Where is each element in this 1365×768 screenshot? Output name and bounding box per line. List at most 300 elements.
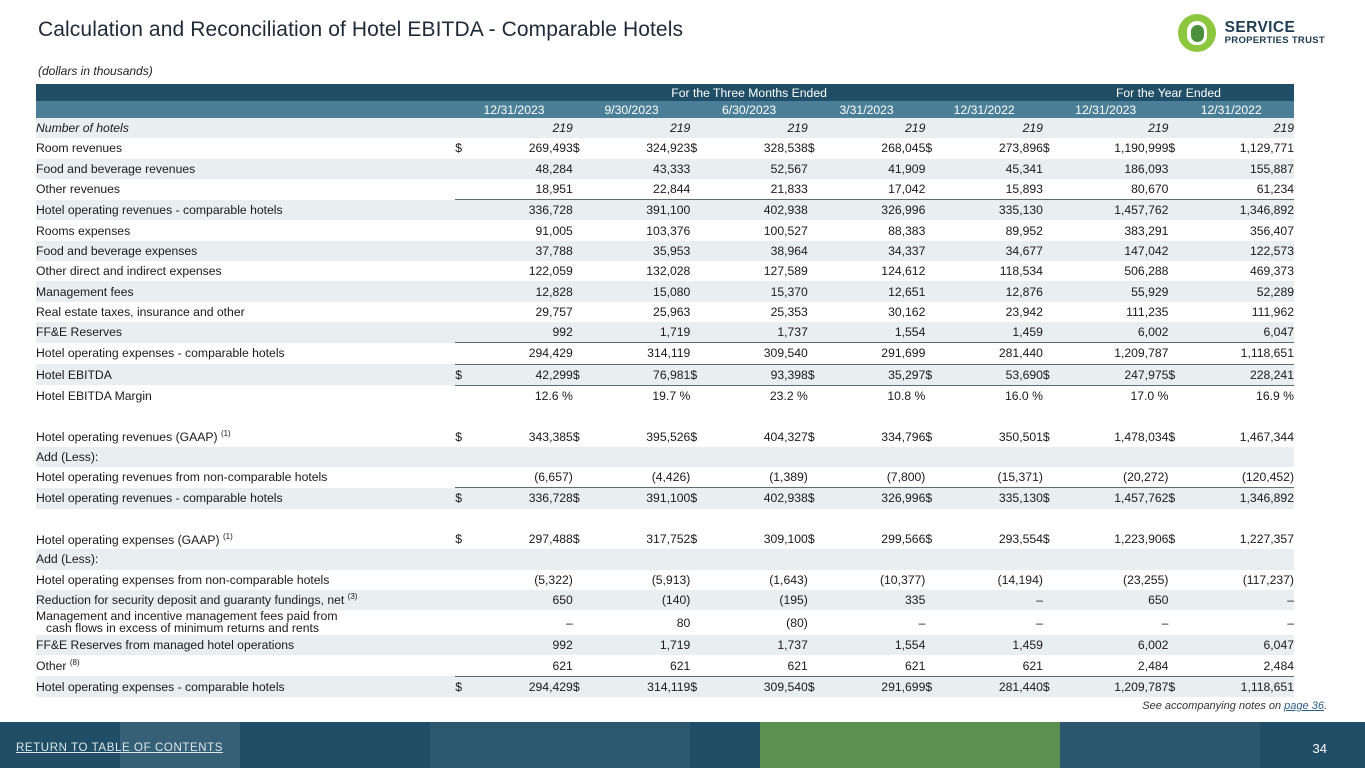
currency-symbol xyxy=(808,549,821,569)
currency-symbol xyxy=(1168,610,1181,635)
currency-symbol xyxy=(1043,385,1056,406)
row-label: Other direct and indirect expenses xyxy=(36,261,455,281)
table-cell: 1,129,771 xyxy=(1181,138,1294,158)
table-cell: 80,670 xyxy=(1056,179,1169,200)
table-cell: 219 xyxy=(468,118,573,138)
table-row xyxy=(36,200,1294,221)
currency-symbol xyxy=(1168,159,1181,179)
notes-text: See accompanying notes on xyxy=(1142,700,1285,712)
currency-symbol xyxy=(1168,302,1181,322)
currency-symbol: $ xyxy=(808,676,821,697)
currency-symbol xyxy=(690,281,703,301)
table-cell: (140) xyxy=(586,590,691,610)
table-cell: 621 xyxy=(586,655,691,676)
table-cell: 326,996 xyxy=(821,200,926,221)
currency-symbol: $ xyxy=(690,364,703,385)
table-row xyxy=(36,447,1294,467)
table-cell: 2,484 xyxy=(1181,655,1294,676)
currency-symbol xyxy=(455,241,468,261)
currency-symbol xyxy=(690,549,703,569)
currency-symbol xyxy=(808,385,821,406)
currency-symbol xyxy=(690,385,703,406)
currency-symbol: $ xyxy=(925,138,938,158)
currency-symbol: $ xyxy=(1168,364,1181,385)
table-row xyxy=(36,179,1294,200)
table-cell: 124,612 xyxy=(821,261,926,281)
currency-symbol: $ xyxy=(573,488,586,509)
currency-symbol xyxy=(690,200,703,221)
row-label: Hotel EBITDA Margin xyxy=(36,385,455,406)
currency-symbol: $ xyxy=(925,488,938,509)
group-header-year: For the Year Ended xyxy=(1043,84,1294,101)
table-cell xyxy=(586,549,691,569)
row-label: Hotel operating expenses from non-comparable hotels xyxy=(36,570,455,590)
table-cell xyxy=(1181,549,1294,569)
table-row xyxy=(36,322,1294,343)
table-column-header-row xyxy=(36,101,1294,118)
table-cell: 1,457,762 xyxy=(1056,488,1169,509)
currency-symbol xyxy=(690,322,703,343)
currency-symbol xyxy=(1168,570,1181,590)
table-cell: 269,493 xyxy=(468,138,573,158)
table-cell: 38,964 xyxy=(703,241,808,261)
table-cell: 37,788 xyxy=(468,241,573,261)
table-cell: 12,876 xyxy=(938,281,1043,301)
row-label: FF&E Reserves xyxy=(36,322,455,343)
currency-symbol xyxy=(455,610,468,635)
currency-symbol xyxy=(573,281,586,301)
row-label: Room revenues xyxy=(36,138,455,158)
currency-symbol: $ xyxy=(925,364,938,385)
currency-symbol xyxy=(925,322,938,343)
currency-symbol xyxy=(808,118,821,138)
table-cell: 19.7 % xyxy=(586,385,691,406)
table-row xyxy=(36,138,1294,158)
spacer-cell xyxy=(36,509,1294,529)
currency-symbol xyxy=(1043,655,1056,676)
table-cell: (14,194) xyxy=(938,570,1043,590)
table-cell: 132,028 xyxy=(586,261,691,281)
currency-symbol xyxy=(690,118,703,138)
table-cell: 291,699 xyxy=(821,343,926,364)
table-row xyxy=(36,343,1294,364)
table-cell: 650 xyxy=(468,590,573,610)
table-cell: 219 xyxy=(703,118,808,138)
table-cell: 1,118,651 xyxy=(1181,676,1294,697)
currency-symbol xyxy=(573,302,586,322)
currency-symbol xyxy=(808,635,821,655)
table-cell: 2,484 xyxy=(1056,655,1169,676)
column-header-0: 12/31/2023 xyxy=(455,101,573,118)
table-header xyxy=(36,84,1294,118)
currency-symbol xyxy=(573,635,586,655)
table-cell: – xyxy=(821,610,926,635)
currency-symbol: $ xyxy=(573,138,586,158)
table-cell: 6,047 xyxy=(1181,322,1294,343)
table-cell: 118,534 xyxy=(938,261,1043,281)
currency-symbol xyxy=(455,261,468,281)
currency-symbol xyxy=(455,570,468,590)
row-label: Hotel operating expenses - comparable hotels xyxy=(36,676,455,697)
table-cell: 1,227,357 xyxy=(1181,529,1294,549)
currency-symbol xyxy=(573,241,586,261)
table-cell: 17.0 % xyxy=(1056,385,1169,406)
table-cell: 17,042 xyxy=(821,179,926,200)
notes-page-link[interactable]: page 36 xyxy=(1284,700,1324,712)
table-cell: 23,942 xyxy=(938,302,1043,322)
currency-symbol xyxy=(925,281,938,301)
row-label: Hotel operating expenses - comparable hotels xyxy=(36,343,455,364)
currency-symbol xyxy=(808,467,821,488)
table-cell: 281,440 xyxy=(938,343,1043,364)
table-cell: 309,540 xyxy=(703,343,808,364)
table-cell: 122,059 xyxy=(468,261,573,281)
currency-symbol xyxy=(573,179,586,200)
currency-symbol: $ xyxy=(455,529,468,549)
table-cell xyxy=(821,549,926,569)
currency-symbol xyxy=(808,302,821,322)
currency-symbol xyxy=(808,200,821,221)
row-label: Hotel EBITDA xyxy=(36,364,455,385)
table-cell: 294,429 xyxy=(468,676,573,697)
currency-symbol: $ xyxy=(925,676,938,697)
currency-symbol: $ xyxy=(690,426,703,446)
currency-symbol xyxy=(925,343,938,364)
logo-line-2: PROPERTIES TRUST xyxy=(1224,35,1325,47)
table-cell xyxy=(1181,447,1294,467)
company-logo xyxy=(1178,14,1325,52)
table-row xyxy=(36,220,1294,240)
currency-symbol xyxy=(1168,655,1181,676)
currency-symbol xyxy=(573,655,586,676)
table-cell: 1,346,892 xyxy=(1181,200,1294,221)
currency-symbol xyxy=(690,655,703,676)
table-cell: 281,440 xyxy=(938,676,1043,697)
table-cell: 12,828 xyxy=(468,281,573,301)
table-cell: 42,299 xyxy=(468,364,573,385)
table-cell: 93,398 xyxy=(703,364,808,385)
logo-wordmark xyxy=(1225,20,1325,46)
table-cell: 621 xyxy=(938,655,1043,676)
currency-symbol xyxy=(455,590,468,610)
table-cell xyxy=(1056,549,1169,569)
currency-symbol xyxy=(925,447,938,467)
table-cell: 29,757 xyxy=(468,302,573,322)
table-cell: 53,690 xyxy=(938,364,1043,385)
row-label: Real estate taxes, insurance and other xyxy=(36,302,455,322)
table-cell: (117,237) xyxy=(1181,570,1294,590)
table-cell: 621 xyxy=(468,655,573,676)
table-cell: – xyxy=(1056,610,1169,635)
table-cell xyxy=(468,447,573,467)
row-label: Add (Less): xyxy=(36,447,455,467)
column-header-3: 3/31/2023 xyxy=(808,101,926,118)
table-cell: (5,322) xyxy=(468,570,573,590)
currency-symbol: $ xyxy=(455,138,468,158)
currency-symbol xyxy=(573,570,586,590)
table-cell: 76,981 xyxy=(586,364,691,385)
table-cell: 25,353 xyxy=(703,302,808,322)
table-cell: 111,962 xyxy=(1181,302,1294,322)
currency-symbol xyxy=(573,467,586,488)
table-cell: 324,923 xyxy=(586,138,691,158)
table-cell: 350,501 xyxy=(938,426,1043,446)
table-cell: 80 xyxy=(586,610,691,635)
table-row xyxy=(36,676,1294,697)
currency-symbol xyxy=(690,159,703,179)
currency-symbol xyxy=(808,343,821,364)
table-row xyxy=(36,281,1294,301)
table-cell: (195) xyxy=(703,590,808,610)
currency-symbol xyxy=(690,179,703,200)
table-cell: 1,719 xyxy=(586,635,691,655)
currency-symbol xyxy=(1168,635,1181,655)
table-cell: 402,938 xyxy=(703,488,808,509)
table-cell: 219 xyxy=(1181,118,1294,138)
accompanying-notes xyxy=(1142,700,1327,712)
table-cell: 1,209,787 xyxy=(1056,343,1169,364)
currency-symbol xyxy=(1043,261,1056,281)
currency-symbol xyxy=(1168,220,1181,240)
currency-symbol xyxy=(690,343,703,364)
table-cell: 52,567 xyxy=(703,159,808,179)
footer-decor-3 xyxy=(760,722,1060,768)
table-cell: – xyxy=(938,610,1043,635)
currency-symbol xyxy=(925,241,938,261)
table-cell: 621 xyxy=(821,655,926,676)
table-row xyxy=(36,467,1294,488)
table-cell: 297,488 xyxy=(468,529,573,549)
table-cell: 61,234 xyxy=(1181,179,1294,200)
table-cell xyxy=(938,549,1043,569)
table-cell: – xyxy=(1181,610,1294,635)
table-cell: (23,255) xyxy=(1056,570,1169,590)
currency-symbol: $ xyxy=(1168,138,1181,158)
currency-symbol xyxy=(455,385,468,406)
table-cell: 34,677 xyxy=(938,241,1043,261)
page-title: Calculation and Reconciliation of Hotel EBITDA - Comparable Hotels xyxy=(38,18,684,41)
currency-symbol xyxy=(808,281,821,301)
table-cell xyxy=(821,447,926,467)
table-cell: – xyxy=(938,590,1043,610)
table-row xyxy=(36,302,1294,322)
table-cell: (10,377) xyxy=(821,570,926,590)
table-cell: 1,459 xyxy=(938,635,1043,655)
currency-symbol xyxy=(925,549,938,569)
currency-symbol xyxy=(1168,241,1181,261)
table-cell: 147,042 xyxy=(1056,241,1169,261)
currency-symbol xyxy=(573,159,586,179)
table-spacer-row xyxy=(36,509,1294,529)
page-number: 34 xyxy=(1312,741,1327,756)
currency-symbol xyxy=(1168,281,1181,301)
table-cell xyxy=(703,447,808,467)
currency-symbol xyxy=(808,610,821,635)
group-header-three-months: For the Three Months Ended xyxy=(455,84,1043,101)
table-cell: (4,426) xyxy=(586,467,691,488)
table-row xyxy=(36,488,1294,509)
table-cell: 127,589 xyxy=(703,261,808,281)
currency-symbol xyxy=(573,549,586,569)
table-cell: 6,047 xyxy=(1181,635,1294,655)
table-cell: 268,045 xyxy=(821,138,926,158)
notes-suffix: . xyxy=(1323,700,1327,712)
table-cell: 356,407 xyxy=(1181,220,1294,240)
table-cell: 89,952 xyxy=(938,220,1043,240)
logo-mark-icon xyxy=(1178,14,1216,52)
table-row xyxy=(36,570,1294,590)
table-group-header-row xyxy=(36,84,1294,101)
table-cell: – xyxy=(1181,590,1294,610)
table-cell xyxy=(703,549,808,569)
table-cell: 391,100 xyxy=(586,200,691,221)
row-label: Management fees xyxy=(36,281,455,301)
table-cell: 12.6 % xyxy=(468,385,573,406)
table-cell: 309,100 xyxy=(703,529,808,549)
currency-symbol xyxy=(690,241,703,261)
currency-symbol xyxy=(1043,302,1056,322)
table-cell: 335 xyxy=(821,590,926,610)
table-cell: (1,389) xyxy=(703,467,808,488)
currency-symbol xyxy=(808,655,821,676)
currency-symbol xyxy=(925,610,938,635)
currency-symbol xyxy=(1043,343,1056,364)
currency-symbol xyxy=(925,590,938,610)
currency-symbol xyxy=(925,261,938,281)
currency-symbol xyxy=(1043,179,1056,200)
table-cell: 383,291 xyxy=(1056,220,1169,240)
table-cell: (80) xyxy=(703,610,808,635)
currency-symbol: $ xyxy=(573,676,586,697)
currency-symbol xyxy=(455,655,468,676)
table-cell: 506,288 xyxy=(1056,261,1169,281)
table-cell: 18,951 xyxy=(468,179,573,200)
table-cell: 1,719 xyxy=(586,322,691,343)
currency-symbol xyxy=(573,590,586,610)
currency-symbol xyxy=(573,200,586,221)
currency-symbol xyxy=(690,635,703,655)
table-cell: 10.8 % xyxy=(821,385,926,406)
table-row xyxy=(36,385,1294,406)
currency-symbol xyxy=(925,655,938,676)
row-label: Hotel operating revenues - comparable hotels xyxy=(36,488,455,509)
currency-symbol: $ xyxy=(1168,529,1181,549)
currency-symbol xyxy=(690,610,703,635)
currency-symbol xyxy=(690,302,703,322)
row-label: Other revenues xyxy=(36,179,455,200)
footer-decor-2 xyxy=(430,722,690,768)
table-cell: 1,737 xyxy=(703,322,808,343)
currency-symbol xyxy=(808,570,821,590)
currency-symbol xyxy=(808,322,821,343)
currency-symbol xyxy=(1043,610,1056,635)
table-cell: 328,538 xyxy=(703,138,808,158)
column-header-spacer xyxy=(36,101,455,118)
currency-symbol: $ xyxy=(1043,138,1056,158)
table-cell: 228,241 xyxy=(1181,364,1294,385)
table-cell: 6,002 xyxy=(1056,322,1169,343)
table-cell: 219 xyxy=(1056,118,1169,138)
column-header-4: 12/31/2022 xyxy=(925,101,1043,118)
currency-symbol xyxy=(1168,118,1181,138)
currency-symbol: $ xyxy=(690,488,703,509)
units-note: (dollars in thousands) xyxy=(38,64,153,78)
table-cell: 336,728 xyxy=(468,488,573,509)
table-row xyxy=(36,364,1294,385)
table-cell: 992 xyxy=(468,635,573,655)
table-row xyxy=(36,635,1294,655)
currency-symbol xyxy=(925,302,938,322)
table-row xyxy=(36,426,1294,446)
currency-symbol xyxy=(573,261,586,281)
currency-symbol xyxy=(925,159,938,179)
table-row xyxy=(36,610,1294,635)
currency-symbol xyxy=(808,241,821,261)
table-cell: 1,190,999 xyxy=(1056,138,1169,158)
row-label: Other $^{(8)}$ xyxy=(36,655,455,676)
table-body xyxy=(36,118,1294,697)
table-cell: 91,005 xyxy=(468,220,573,240)
table-cell: 25,963 xyxy=(586,302,691,322)
table-cell xyxy=(938,447,1043,467)
currency-symbol: $ xyxy=(1043,676,1056,697)
table-cell: 1,554 xyxy=(821,635,926,655)
currency-symbol xyxy=(1168,179,1181,200)
table-row xyxy=(36,118,1294,138)
table-row xyxy=(36,549,1294,569)
currency-symbol xyxy=(808,261,821,281)
row-label: Food and beverage expenses xyxy=(36,241,455,261)
currency-symbol xyxy=(1168,343,1181,364)
table-cell: (5,913) xyxy=(586,570,691,590)
table-cell: 155,887 xyxy=(1181,159,1294,179)
logo-line-1: SERVICE xyxy=(1224,18,1296,36)
table-cell: 391,100 xyxy=(586,488,691,509)
currency-symbol: $ xyxy=(925,529,938,549)
table-cell: 45,341 xyxy=(938,159,1043,179)
currency-symbol xyxy=(808,590,821,610)
table-cell: 23.2 % xyxy=(703,385,808,406)
currency-symbol xyxy=(455,159,468,179)
currency-symbol xyxy=(925,385,938,406)
table-cell: 335,130 xyxy=(938,488,1043,509)
table-cell: 1,457,762 xyxy=(1056,200,1169,221)
currency-symbol xyxy=(808,159,821,179)
table-cell: 469,373 xyxy=(1181,261,1294,281)
table-cell: 992 xyxy=(468,322,573,343)
currency-symbol xyxy=(1043,241,1056,261)
currency-symbol xyxy=(925,220,938,240)
currency-symbol: $ xyxy=(690,529,703,549)
footer-decor-4 xyxy=(1060,722,1260,768)
currency-symbol xyxy=(690,570,703,590)
table-cell: 21,833 xyxy=(703,179,808,200)
currency-symbol: $ xyxy=(808,138,821,158)
currency-symbol xyxy=(573,343,586,364)
return-to-toc-link[interactable]: RETURN TO TABLE OF CONTENTS xyxy=(16,742,224,754)
table-row xyxy=(36,590,1294,610)
currency-symbol xyxy=(925,200,938,221)
table-cell: 334,796 xyxy=(821,426,926,446)
currency-symbol xyxy=(1043,549,1056,569)
currency-symbol xyxy=(690,261,703,281)
table-cell: 111,235 xyxy=(1056,302,1169,322)
financial-table xyxy=(36,84,1294,697)
currency-symbol xyxy=(1043,118,1056,138)
table-cell: – xyxy=(468,610,573,635)
table-cell: 22,844 xyxy=(586,179,691,200)
currency-symbol: $ xyxy=(455,676,468,697)
